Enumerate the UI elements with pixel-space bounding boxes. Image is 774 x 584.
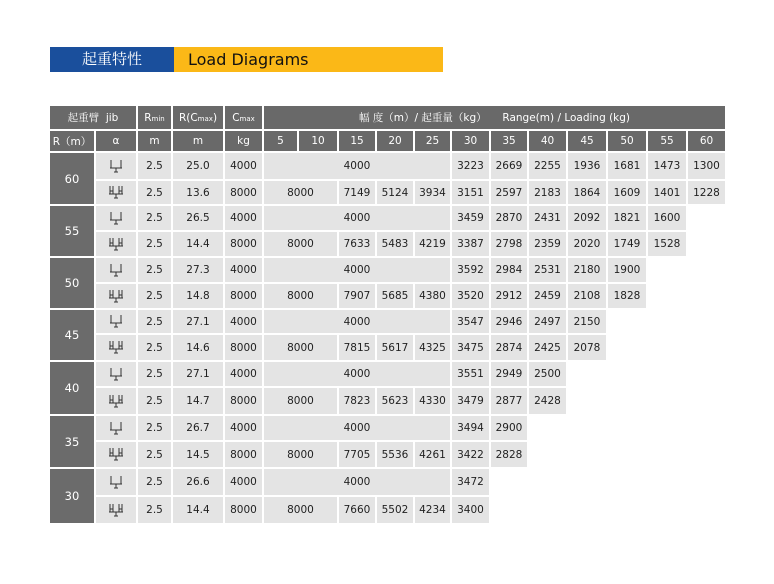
hook-cell	[96, 181, 136, 204]
cmax-cell: 8000	[225, 442, 262, 467]
table-row	[50, 469, 725, 495]
hook-cell	[96, 469, 136, 495]
jib-length-cell: 45	[50, 310, 94, 360]
range-header-cell: 50	[608, 131, 646, 151]
range-header-cell: 30	[452, 131, 489, 151]
rmin-cell: 2.5	[138, 442, 171, 467]
load-cell: 4325	[415, 335, 450, 360]
load-cell: 3472	[452, 469, 489, 495]
hook-cell	[96, 232, 136, 256]
load-cell: 5483	[377, 232, 413, 256]
load-cell: 3547	[452, 310, 489, 333]
4-fall-hook-icon	[108, 237, 124, 252]
load-cell: 7149	[339, 181, 375, 204]
load-cell: 4261	[415, 442, 450, 467]
range-header-cell: 20	[377, 131, 413, 151]
rcmax-cell: 27.1	[173, 310, 223, 333]
empty-cell	[529, 416, 725, 440]
load-cell: 2255	[529, 153, 566, 179]
load-cell: 4380	[415, 284, 450, 308]
load-cell: 1609	[608, 181, 646, 204]
table-row	[50, 310, 725, 333]
load-cell: 2431	[529, 206, 566, 230]
cmax-cell: 4000	[225, 153, 262, 179]
load-cell: 1828	[608, 284, 646, 308]
load-cell: 7660	[339, 497, 375, 523]
unit-cmax: kg	[225, 131, 262, 151]
r-m-header: R（m）	[50, 131, 94, 151]
load-cell: 2877	[491, 388, 527, 414]
load-cell: 3520	[452, 284, 489, 308]
load-cell: 2428	[529, 388, 566, 414]
load-cell: 1528	[648, 232, 686, 256]
2-fall-hook-icon	[108, 314, 124, 329]
load-cell: 2150	[568, 310, 606, 333]
table-row	[50, 416, 725, 440]
load-cell: 1600	[648, 206, 686, 230]
max-load-span-cell: 8000	[264, 497, 337, 523]
2-fall-hook-icon	[108, 263, 124, 278]
range-header-cell: 15	[339, 131, 375, 151]
load-cell: 2459	[529, 284, 566, 308]
range-header-cell: 25	[415, 131, 450, 151]
load-cell: 7815	[339, 335, 375, 360]
rmin-cell: 2.5	[138, 206, 171, 230]
cmax-cell: 8000	[225, 335, 262, 360]
load-cell: 1936	[568, 153, 606, 179]
load-cell: 2078	[568, 335, 606, 360]
load-cell: 7633	[339, 232, 375, 256]
load-cell: 3422	[452, 442, 489, 467]
load-cell: 3223	[452, 153, 489, 179]
max-load-span-cell: 8000	[264, 232, 337, 256]
load-cell: 7907	[339, 284, 375, 308]
load-cell: 2092	[568, 206, 606, 230]
load-cell: 5536	[377, 442, 413, 467]
load-cell: 3494	[452, 416, 489, 440]
rcmax-cell: 25.0	[173, 153, 223, 179]
cmax-cell: 4000	[225, 310, 262, 333]
max-load-span-cell: 4000	[264, 469, 450, 495]
hook-cell	[96, 416, 136, 440]
load-cell: 1473	[648, 153, 686, 179]
max-load-span-cell: 8000	[264, 284, 337, 308]
load-cell: 2798	[491, 232, 527, 256]
2-fall-hook-icon	[108, 367, 124, 382]
max-load-span-cell: 4000	[264, 206, 450, 230]
cmax-header: Cmax	[225, 106, 262, 129]
title-english: Load Diagrams	[174, 47, 443, 72]
2-fall-hook-icon	[108, 421, 124, 436]
load-cell: 2183	[529, 181, 566, 204]
rcmax-cell: 26.6	[173, 469, 223, 495]
load-cell: 4234	[415, 497, 450, 523]
rcmax-cell: 26.7	[173, 416, 223, 440]
load-cell: 2531	[529, 258, 566, 282]
load-cell: 3475	[452, 335, 489, 360]
load-cell: 5617	[377, 335, 413, 360]
load-cell: 3459	[452, 206, 489, 230]
table-row	[50, 206, 725, 230]
load-cell: 2020	[568, 232, 606, 256]
empty-cell	[688, 206, 725, 230]
load-cell: 2359	[529, 232, 566, 256]
load-diagram-table	[48, 104, 727, 525]
rcmax-cell: 13.6	[173, 181, 223, 204]
jib-length-cell: 60	[50, 153, 94, 204]
load-cell: 3400	[452, 497, 489, 523]
jib-header: 起重臂 jib	[50, 106, 136, 129]
cmax-cell: 8000	[225, 284, 262, 308]
cmax-cell: 8000	[225, 388, 262, 414]
2-fall-hook-icon	[108, 475, 124, 490]
max-load-span-cell: 4000	[264, 362, 450, 386]
jib-length-cell: 50	[50, 258, 94, 308]
table-row	[50, 284, 725, 308]
load-cell: 2900	[491, 416, 527, 440]
load-cell: 5685	[377, 284, 413, 308]
rmin-cell: 2.5	[138, 362, 171, 386]
max-load-span-cell: 8000	[264, 388, 337, 414]
alpha-header: α	[96, 131, 136, 151]
4-fall-hook-icon	[108, 394, 124, 409]
hook-cell	[96, 335, 136, 360]
load-cell: 5502	[377, 497, 413, 523]
load-cell: 2946	[491, 310, 527, 333]
rcmax-cell: 27.1	[173, 362, 223, 386]
empty-cell	[648, 284, 725, 308]
rmin-cell: 2.5	[138, 388, 171, 414]
rmin-cell: 2.5	[138, 416, 171, 440]
unit-rmin: m	[138, 131, 171, 151]
load-cell: 7823	[339, 388, 375, 414]
max-load-span-cell: 8000	[264, 335, 337, 360]
max-load-span-cell: 8000	[264, 442, 337, 467]
jib-length-cell: 40	[50, 362, 94, 414]
empty-cell	[568, 388, 725, 414]
4-fall-hook-icon	[108, 503, 124, 518]
rmin-header: Rmin	[138, 106, 171, 129]
jib-length-cell: 30	[50, 469, 94, 523]
rmin-cell: 2.5	[138, 469, 171, 495]
title-bar	[50, 47, 443, 72]
2-fall-hook-icon	[108, 211, 124, 226]
range-header-cell: 35	[491, 131, 527, 151]
load-cell: 1821	[608, 206, 646, 230]
max-load-span-cell: 4000	[264, 258, 450, 282]
range-loading-header: 幅 度（m）/ 起重量（kg） Range(m) / Loading (kg)	[264, 106, 725, 129]
rmin-cell: 2.5	[138, 258, 171, 282]
hook-cell	[96, 258, 136, 282]
table-row	[50, 335, 725, 360]
load-cell: 2597	[491, 181, 527, 204]
rcmax-cell: 14.4	[173, 497, 223, 523]
load-cell: 3479	[452, 388, 489, 414]
range-header-cell: 10	[299, 131, 337, 151]
rcmax-header: R(Cmax)	[173, 106, 223, 129]
cmax-cell: 4000	[225, 206, 262, 230]
hook-cell	[96, 497, 136, 523]
hook-cell	[96, 442, 136, 467]
load-cell: 7705	[339, 442, 375, 467]
rcmax-cell: 14.4	[173, 232, 223, 256]
table-row	[50, 232, 725, 256]
rcmax-cell: 14.8	[173, 284, 223, 308]
hook-cell	[96, 310, 136, 333]
cmax-cell: 4000	[225, 416, 262, 440]
hook-cell	[96, 388, 136, 414]
load-cell: 5124	[377, 181, 413, 204]
load-cell: 2500	[529, 362, 566, 386]
range-header-cell: 55	[648, 131, 686, 151]
load-cell: 1681	[608, 153, 646, 179]
load-cell: 5623	[377, 388, 413, 414]
max-load-span-cell: 4000	[264, 153, 450, 179]
empty-cell	[491, 469, 725, 495]
cmax-cell: 8000	[225, 497, 262, 523]
load-cell: 1401	[648, 181, 686, 204]
4-fall-hook-icon	[108, 289, 124, 304]
max-load-span-cell: 4000	[264, 310, 450, 333]
cmax-cell: 8000	[225, 181, 262, 204]
load-cell: 3592	[452, 258, 489, 282]
range-header-cell: 40	[529, 131, 566, 151]
range-header-cell: 45	[568, 131, 606, 151]
range-header-cell: 60	[688, 131, 725, 151]
cmax-cell: 4000	[225, 362, 262, 386]
max-load-span-cell: 4000	[264, 416, 450, 440]
rmin-cell: 2.5	[138, 310, 171, 333]
load-cell: 2497	[529, 310, 566, 333]
range-header-cell: 5	[264, 131, 297, 151]
load-cell: 3151	[452, 181, 489, 204]
load-cell: 2870	[491, 206, 527, 230]
jib-length-cell: 55	[50, 206, 94, 256]
cmax-cell: 8000	[225, 232, 262, 256]
load-cell: 1864	[568, 181, 606, 204]
table-row	[50, 153, 725, 179]
empty-cell	[608, 310, 725, 333]
hook-cell	[96, 153, 136, 179]
load-cell: 3551	[452, 362, 489, 386]
table-row	[50, 362, 725, 386]
hook-cell	[96, 206, 136, 230]
hook-cell	[96, 362, 136, 386]
empty-cell	[688, 232, 725, 256]
rmin-cell: 2.5	[138, 284, 171, 308]
unit-rcmax: m	[173, 131, 223, 151]
jib-length-cell: 35	[50, 416, 94, 467]
rcmax-cell: 27.3	[173, 258, 223, 282]
load-cell: 2828	[491, 442, 527, 467]
load-cell: 1749	[608, 232, 646, 256]
load-cell: 3387	[452, 232, 489, 256]
load-cell: 2425	[529, 335, 566, 360]
load-cell: 4219	[415, 232, 450, 256]
load-cell: 2669	[491, 153, 527, 179]
empty-cell	[491, 497, 725, 523]
table-row	[50, 497, 725, 523]
load-cell: 2984	[491, 258, 527, 282]
cmax-cell: 4000	[225, 258, 262, 282]
rmin-cell: 2.5	[138, 497, 171, 523]
hook-cell	[96, 284, 136, 308]
load-cell: 1300	[688, 153, 725, 179]
load-cell: 2912	[491, 284, 527, 308]
load-cell: 2949	[491, 362, 527, 386]
rmin-cell: 2.5	[138, 232, 171, 256]
rcmax-cell: 14.7	[173, 388, 223, 414]
4-fall-hook-icon	[108, 185, 124, 200]
max-load-span-cell: 8000	[264, 181, 337, 204]
load-cell: 3934	[415, 181, 450, 204]
rmin-cell: 2.5	[138, 181, 171, 204]
load-cell: 4330	[415, 388, 450, 414]
load-cell: 2108	[568, 284, 606, 308]
table-row	[50, 388, 725, 414]
2-fall-hook-icon	[108, 159, 124, 174]
table-row	[50, 258, 725, 282]
empty-cell	[648, 258, 725, 282]
rmin-cell: 2.5	[138, 335, 171, 360]
empty-cell	[608, 335, 725, 360]
empty-cell	[529, 442, 725, 467]
rmin-cell: 2.5	[138, 153, 171, 179]
load-cell: 1228	[688, 181, 725, 204]
rcmax-cell: 14.6	[173, 335, 223, 360]
cmax-cell: 4000	[225, 469, 262, 495]
load-cell: 2874	[491, 335, 527, 360]
empty-cell	[568, 362, 725, 386]
title-chinese: 起重特性	[50, 47, 174, 72]
4-fall-hook-icon	[108, 340, 124, 355]
load-cell: 2180	[568, 258, 606, 282]
table-row	[50, 442, 725, 467]
rcmax-cell: 14.5	[173, 442, 223, 467]
table-row	[50, 181, 725, 204]
rcmax-cell: 26.5	[173, 206, 223, 230]
load-cell: 1900	[608, 258, 646, 282]
4-fall-hook-icon	[108, 447, 124, 462]
